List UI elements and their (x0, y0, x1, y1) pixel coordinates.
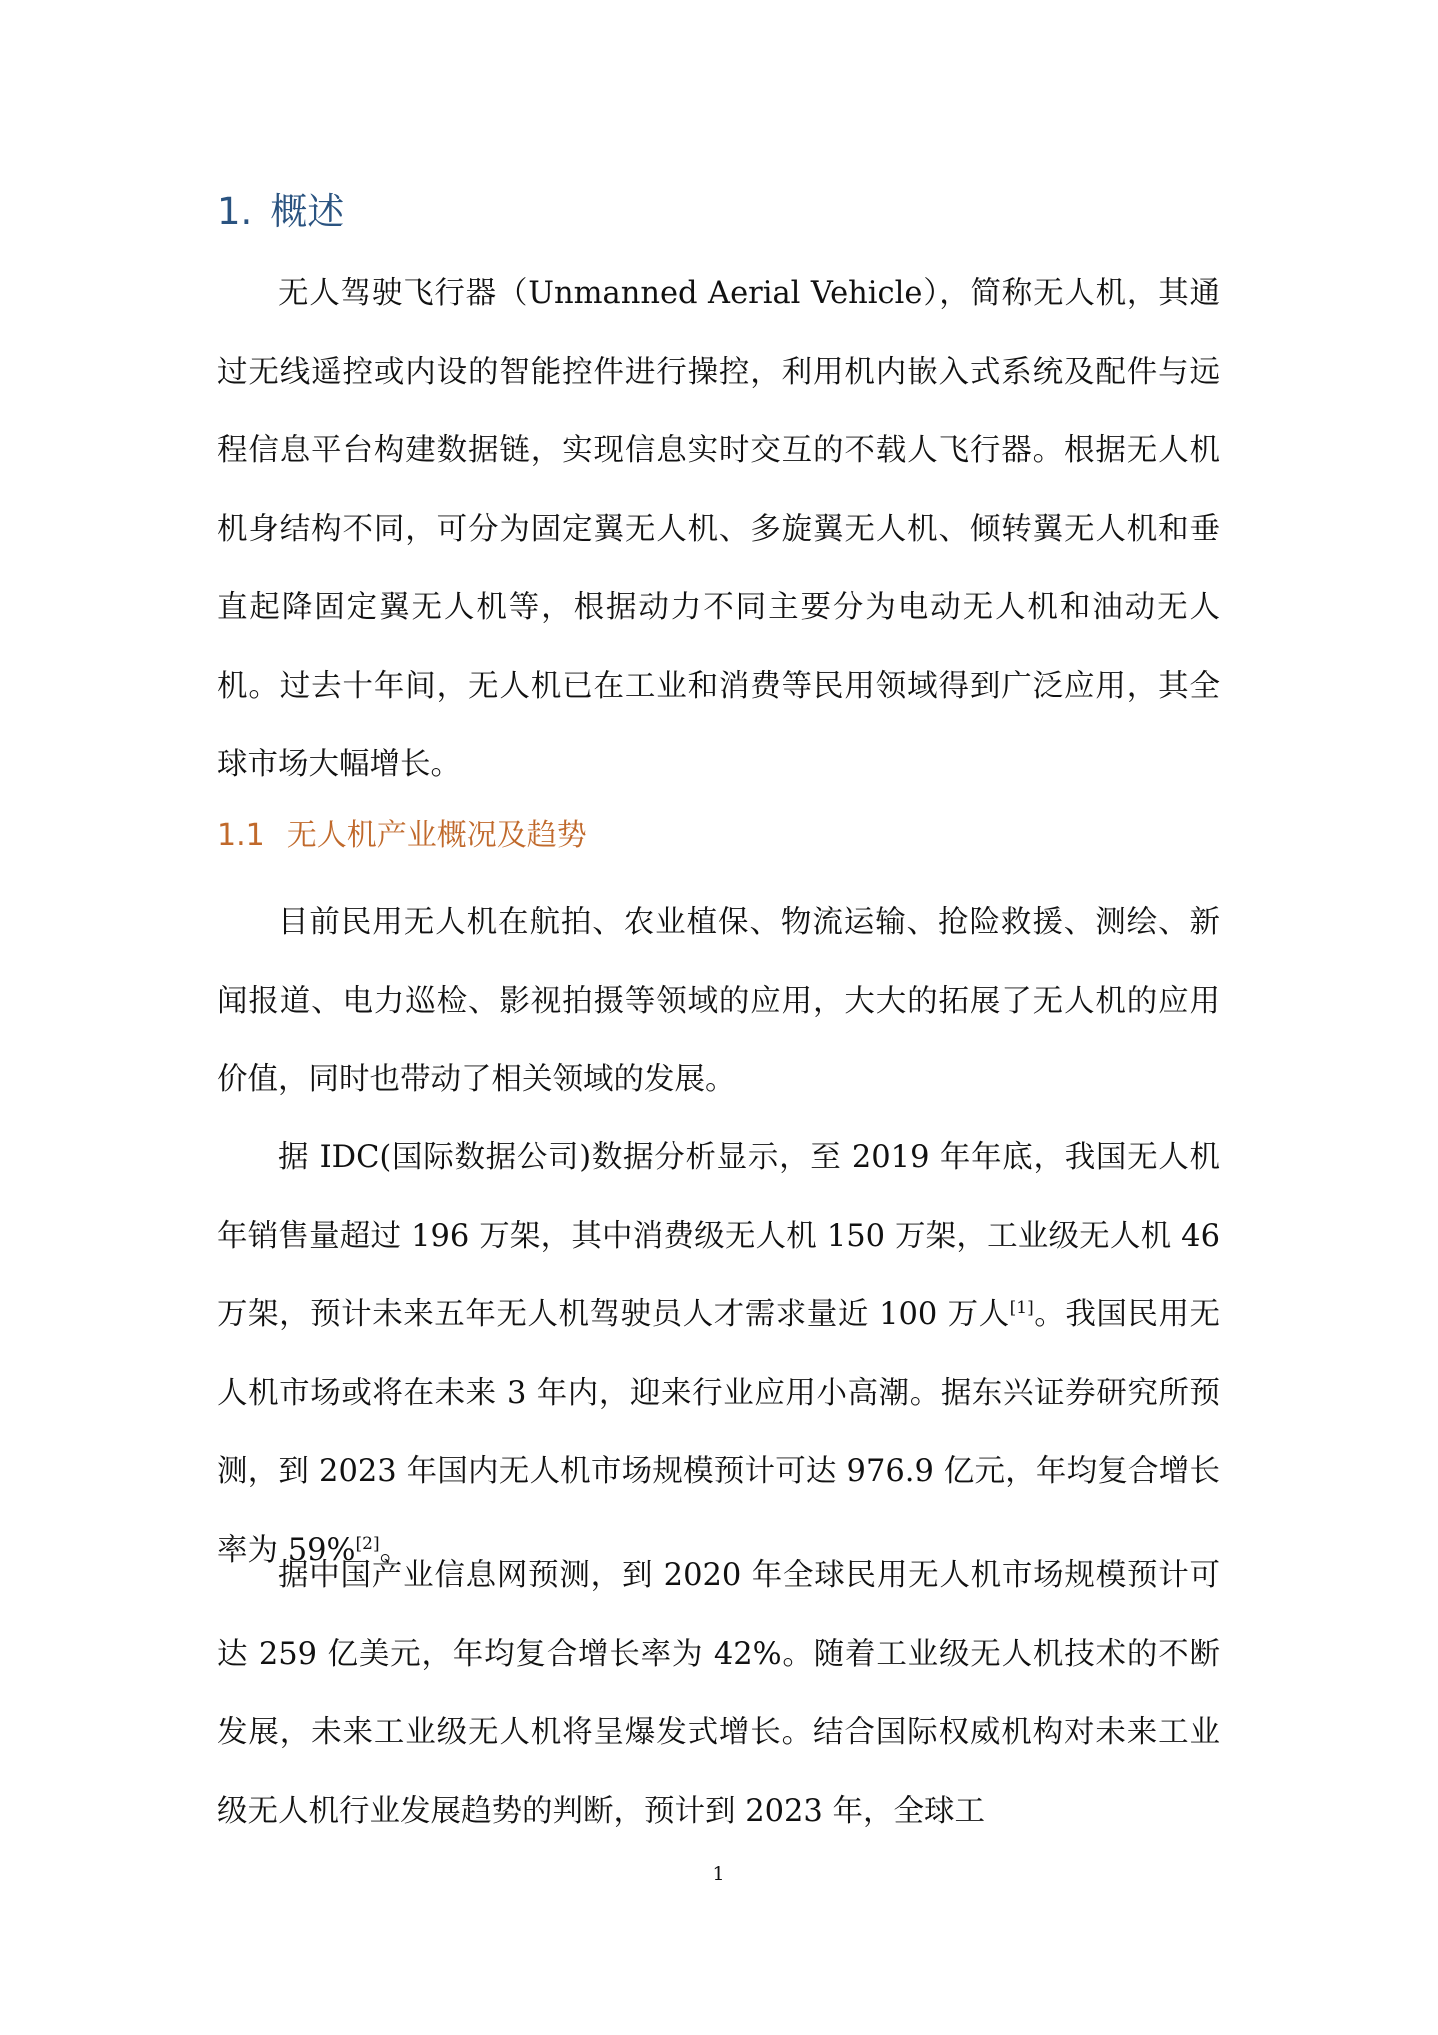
paragraph-text: 据 IDC(国际数据公司)数据分析显示，至 2019 年年底，我国无人机年销售量超过 196 万架，其中消费级无人机 150 万架，工业级无人机 46 万架，预计未来五年无人机驾驶员人才需求量近 100 万人 (217, 1140, 1220, 1332)
paragraph-civil-applications: 目前民用无人机在航拍、农业植保、物流运输、抢险救援、测绘、新闻报道、电力巡检、影视拍摄等领域的应用，大大的拓展了无人机的应用价值，同时也带动了相关领域的发展。 (217, 905, 1220, 1097)
section-title: 概述 (270, 190, 345, 233)
paragraph-uav-definition: 无人驾驶飞行器（Unmanned Aerial Vehicle），简称无人机，其通过无线遥控或内设的智能控件进行操控，利用机内嵌入式系统及配件与远程信息平台构建数据链，实现信息实时交互的不载人飞行器。根据无人机机身结构不同，可分为固定翼无人机、多旋翼无人机、倾转翼无人机和垂直起降固定翼无人机等，根据动力不同主要分为电动无人机和油动无人机。过去十年间，无人机已在工业和消费等民用领域得到广泛应用，其全球市场大幅增长。 (217, 276, 1220, 782)
subsection-heading-industry-trends (217, 810, 587, 862)
document-page (217, 0, 1220, 2035)
paragraph-global-market: 据中国产业信息网预测，到 2020 年全球民用无人机市场规模预计可达 259 亿美元，年均复合增长率为 42%。随着工业级无人机技术的不断发展，未来工业级无人机将呈爆发式增长。结合国际权威机构对未来工业级无人机行业发展趋势的判断，预计到 2023 年，全球工 (217, 1558, 1220, 1829)
subsection-number: 1.1 (217, 818, 265, 853)
citation-ref-2[interactable]: [2] (355, 1533, 380, 1554)
section-heading-overview (217, 186, 344, 238)
citation-ref-1[interactable]: [1] (1009, 1297, 1034, 1318)
section-number: 1. (217, 190, 253, 233)
paragraph-domestic-market (217, 1119, 1220, 1590)
page-number: 1 (712, 1863, 725, 1885)
paragraph-text: 。我国民用无人机市场或将在未来 3 年内，迎来行业应用小高潮。据东兴证券研究所预测，到 2023 年国内无人机市场规模预计可达 976.9 亿元，年均复合增长率为 59% (217, 1297, 1221, 1568)
paragraph-text: 。 (379, 1532, 411, 1568)
subsection-title: 无人机产业概况及趋势 (286, 818, 587, 853)
